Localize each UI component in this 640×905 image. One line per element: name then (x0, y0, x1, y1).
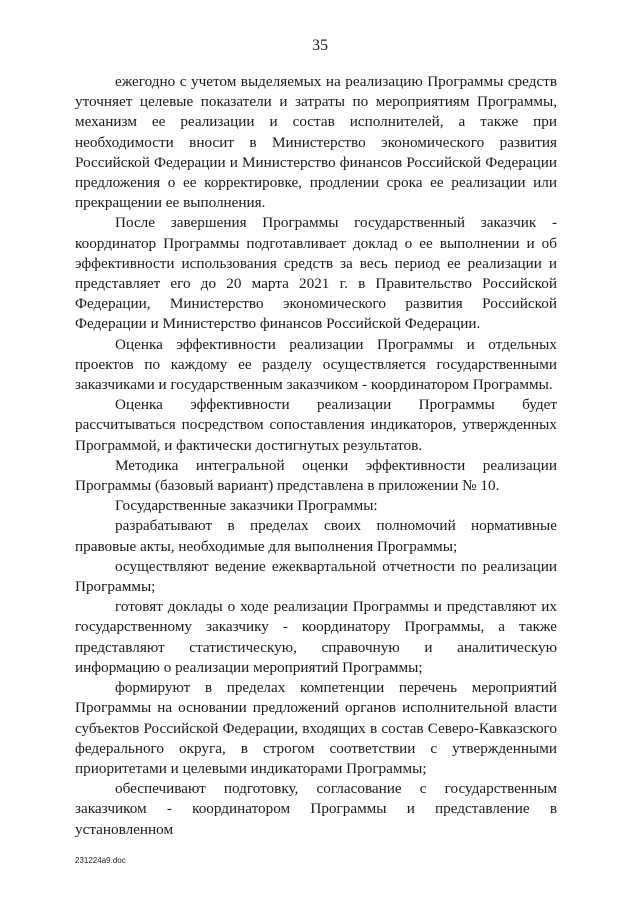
list-item: обеспечивают подготовку, согласование с государственным заказчиком - координатором Программы и представление в установленном (75, 780, 557, 838)
page-number: 35 (312, 37, 328, 54)
document-body (75, 72, 557, 840)
list-item: разрабатывают в пределах своих полномочий нормативные правовые акты, необходимые для выполнения Программы; (75, 517, 557, 555)
list-item: формируют в пределах компетенции перечень мероприятий Программы на основании предложений органов исполнительной власти субъектов Российской Федерации, входящих в состав Северо-Кавказского федерального округа, в строгом соответствии с утвержденными приоритетами и целевыми индикаторами Программы; (75, 679, 557, 777)
list-item: осуществляют ведение ежеквартальной отчетности по реализации Программы; (75, 557, 557, 596)
paragraph: Методика интегральной оценки эффективности реализации Программы (базовый вариант) представлена в приложении № 10. (75, 456, 557, 495)
paragraph: Оценка эффективности реализации Программы и отдельных проектов по каждому ее разделу осуществляется государственными заказчиками и государственным заказчиком - координатором Программы. (75, 335, 557, 394)
paragraph: После завершения Программы государственный заказчик - координатор Программы подготавливает доклад о ее выполнении и об эффективности использования средств за весь период ее реализации и представляет его до 20 марта 2021 г. в Правительство Российской Федерации, Министерство экономического развития Российской Федерации и Министерство финансов Российской Федерации. (75, 214, 557, 333)
list-item: готовят доклады о ходе реализации Программы и представляют их государственному заказчику - координатору Программы, а также представляют статистическую, справочную и аналитическую информацию о реализации мероприятий Программы; (75, 598, 557, 676)
footer-file-code: 231224a9.doc (75, 856, 126, 865)
paragraph: Оценка эффективности реализации Программы будет рассчитываться посредством сопоставления индикаторов, утвержденных Программой, и фактически достигнутых результатов. (75, 396, 557, 454)
paragraph-continuation: ежегодно с учетом выделяемых на реализацию Программы средств уточняет целевые показатели и затраты по мероприятиям Программы, механизм ее реализации и состав исполнителей, а также при необходимости вносит в Министерство экономического развития Российской Федерации и Министерство финансов Российской Федерации предложения о ее корректировке, продлении срока ее реализации или прекращении ее выполнения. (75, 73, 557, 212)
paragraph: Государственные заказчики Программы: (115, 497, 378, 515)
